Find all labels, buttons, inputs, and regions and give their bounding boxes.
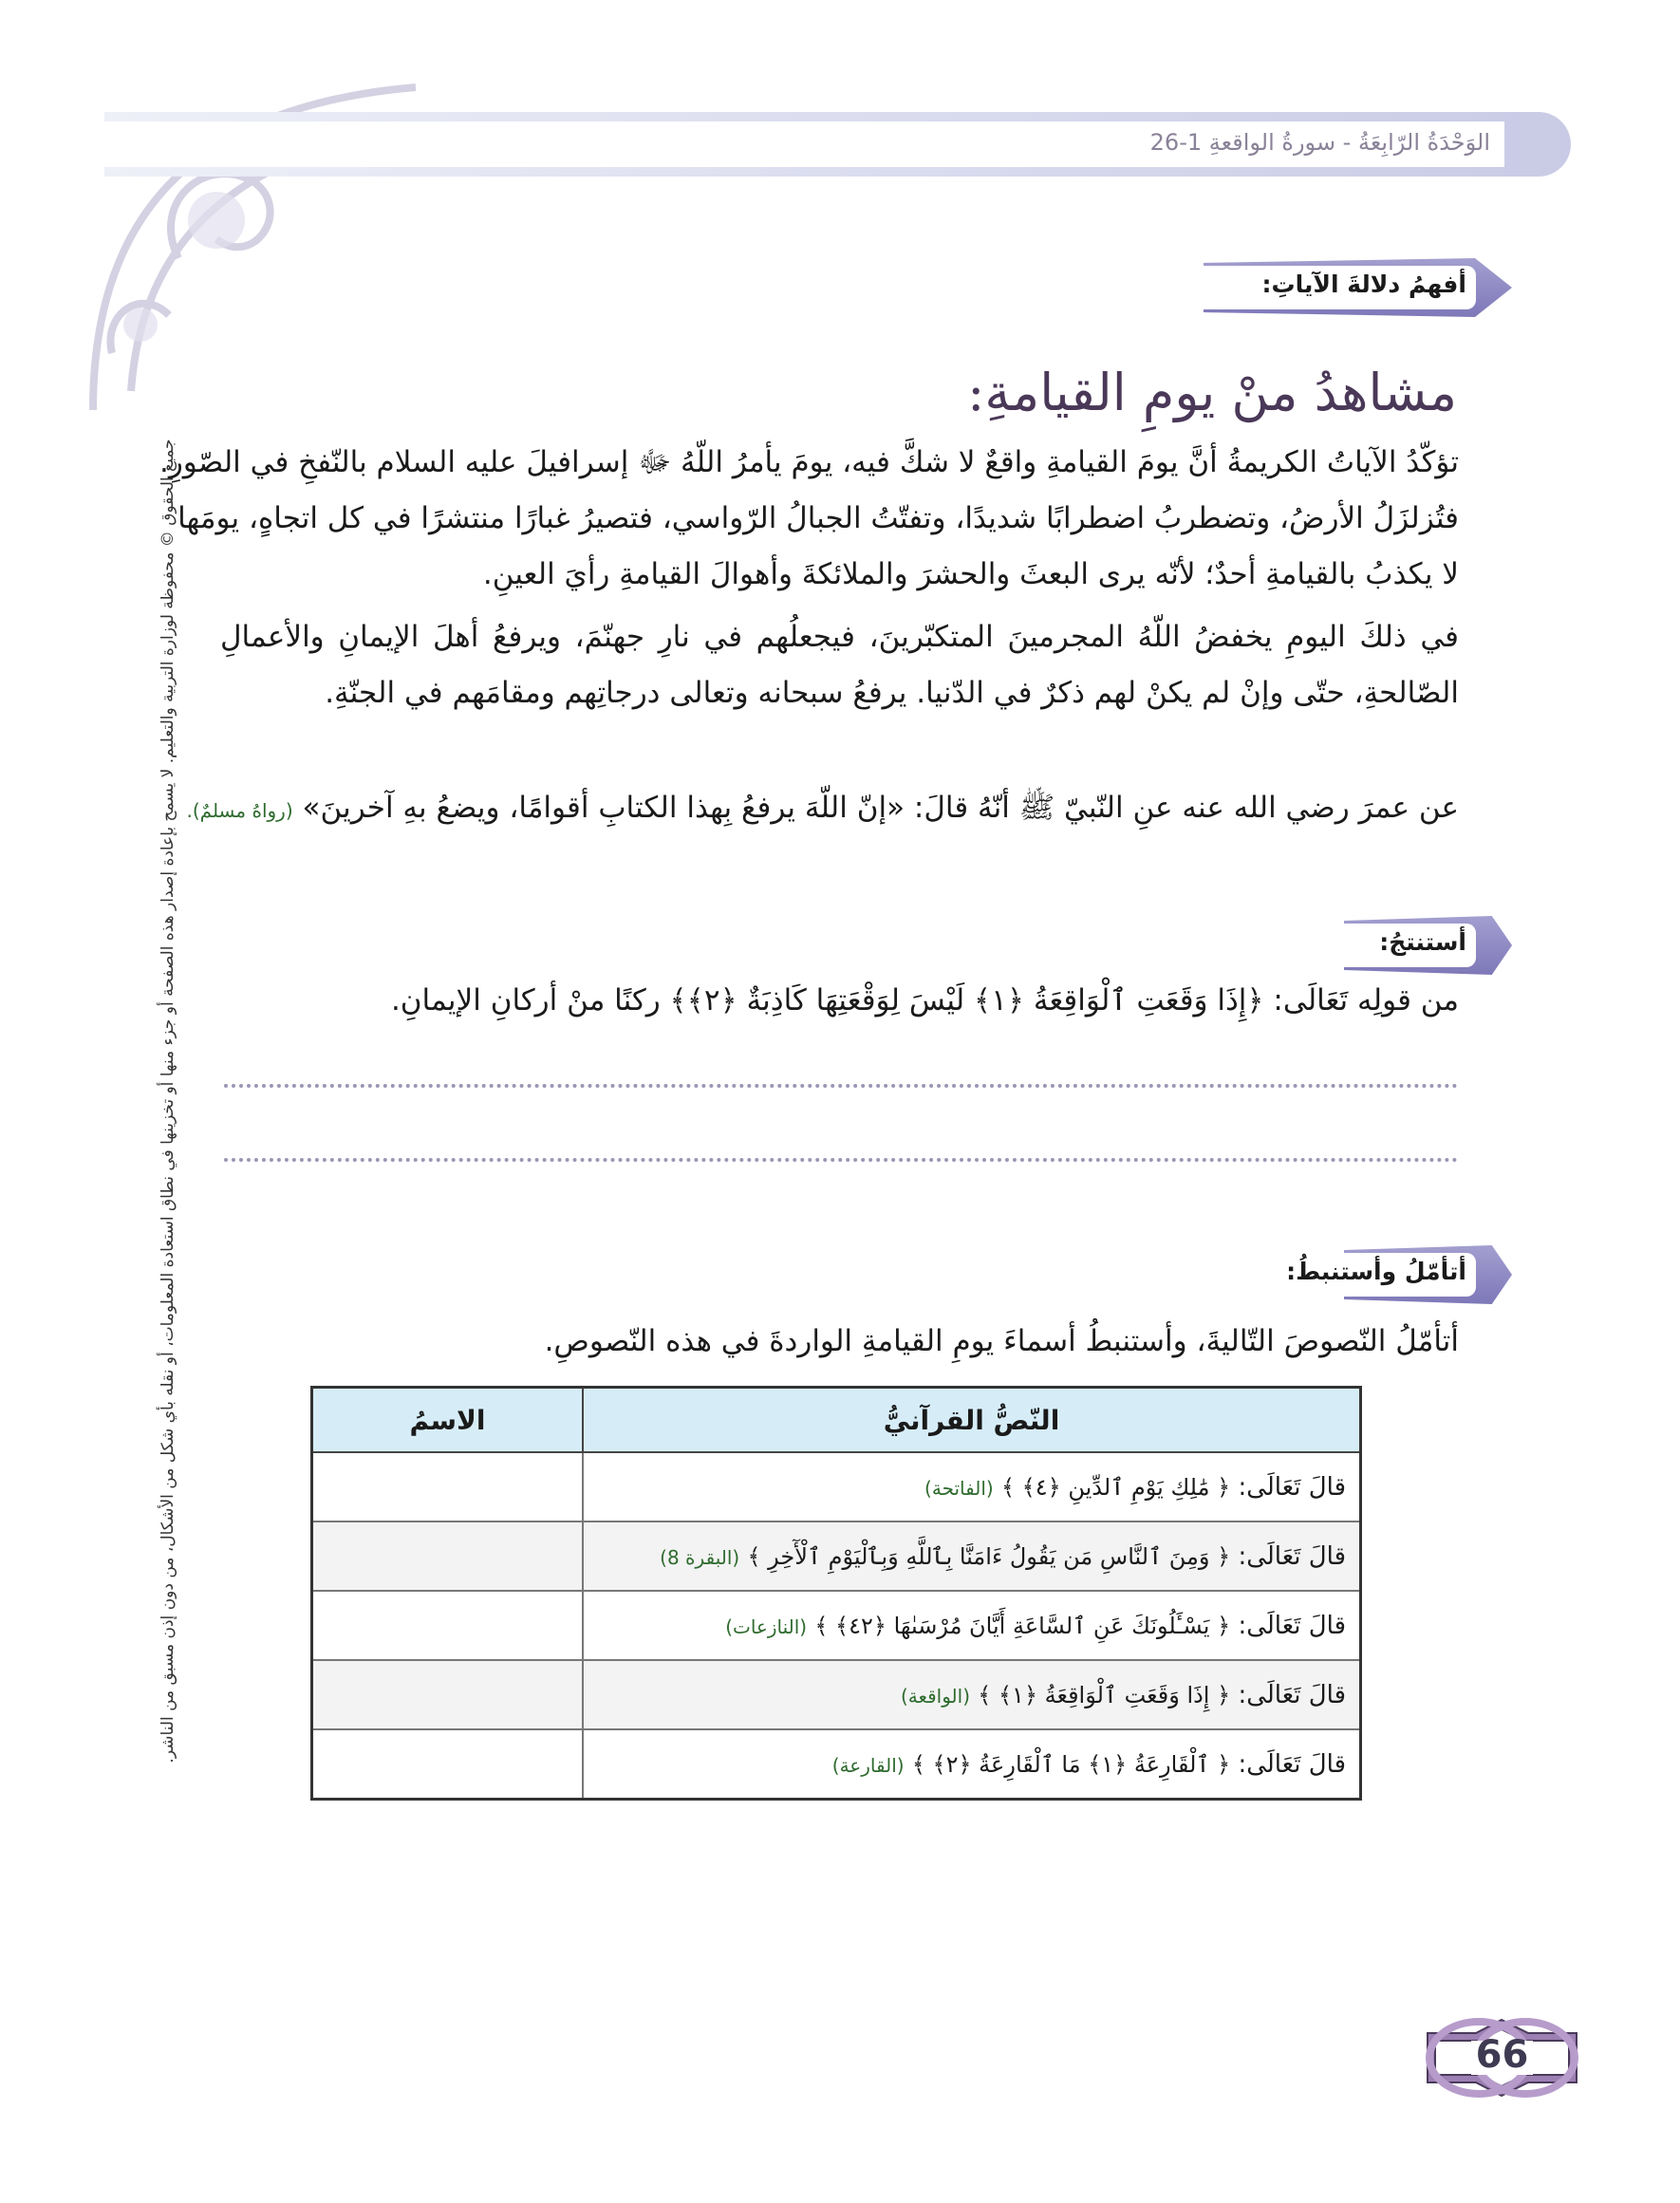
verse-intro: قالَ تَعَالَى: xyxy=(1238,1749,1346,1779)
section-label-reflect xyxy=(1286,1245,1512,1304)
name-answer-cell[interactable] xyxy=(312,1522,584,1591)
verse-text: ﴿ ٱلْقَارِعَةُ ﴿١﴾ مَا ٱلْقَارِعَةُ ﴿٢﴾ ﴾ xyxy=(911,1750,1231,1778)
verse-intro: قالَ تَعَالَى: xyxy=(1238,1680,1346,1709)
surah-reference: (القارعة) xyxy=(831,1753,905,1777)
paragraph-line: تؤكّدُ الآياتُ الكريمةُ أنَّ يومَ القيامةِ واقعٌ لا شكَّ فيه، يومَ يأمرُ اللّهُ ﷻ إسرافيلَ عليه السلام بالنّفخِ في الصّورِ. xyxy=(159,445,1459,479)
paragraph-line: في ذلكَ اليومِ يخفضُ اللّهُ المجرمينَ المتكبّرينَ، فيجعلُهم في نارِ جهنّمَ، ويرفعُ أهلَ الإيمانِ والأعمالِ xyxy=(220,620,1459,654)
quranic-text-cell xyxy=(583,1729,1361,1800)
quranic-text-cell xyxy=(583,1660,1361,1729)
unit-header-bar xyxy=(104,112,1571,177)
surah-reference: (الفاتحة) xyxy=(924,1476,994,1500)
table-header-row xyxy=(312,1388,1361,1453)
unit-title: الوَحْدَةُ الرّابِعَةُ - سورةُ الواقعةِ 1-26 xyxy=(1149,129,1490,156)
page-title: مشاهدُ منْ يومِ القيامةِ: xyxy=(967,363,1457,422)
answer-line-2[interactable] xyxy=(224,1158,1458,1162)
name-answer-cell[interactable] xyxy=(312,1452,584,1522)
table-row xyxy=(312,1591,1361,1660)
intro-paragraph xyxy=(159,435,1459,603)
page-number-badge xyxy=(1424,2014,1580,2101)
section-label-understand xyxy=(1204,258,1512,317)
header-quranic-text: النّصُّ القرآنيُّ xyxy=(583,1388,1361,1453)
section-label-text: أستنتجُ: xyxy=(1379,928,1466,956)
copyright-notice: جميع الحقوق © محفوظة لوزارة التربية والتعليم. لا يسمح بإعادة إصدار هذه الصفحة أو جزء منها أو تخزينها في نطاق استعادة المعلومات، أو نقله بأي شكل من الأشكال، من دون إذن مسبق من الناشر. xyxy=(159,439,177,1764)
name-answer-cell[interactable] xyxy=(312,1660,584,1729)
verse-text: ﴿ وَمِنَ ٱلنَّاسِ مَن يَقُولُ ءَامَنَّا بِٱللَّهِ وَبِٱلْيَوْمِ ٱلْأٓخِرِ ﴾ xyxy=(747,1542,1231,1570)
surah-reference: (الواقعة) xyxy=(900,1684,971,1708)
conclude-prompt: من قولِه تَعَالَى: ﴿إِذَا وَقَعَتِ ٱلْوَاقِعَةُ ﴿١﴾ لَيْسَ لِوَقْعَتِهَا كَاذِبَةٌ ﴿٢﴾﴾ ركنًا منْ أركانِ الإيمانِ. xyxy=(390,983,1459,1017)
verse-intro: قالَ تَعَالَى: xyxy=(1238,1611,1346,1640)
hadith-quote: عن عمرَ رضي الله عنه عنِ النّبيّ ﷺ أنّهُ قالَ: «إنّ اللّهَ يرفعُ بِهذا الكتابِ أقوامًا، ويضعُ بهِ آخرينَ» xyxy=(302,791,1459,825)
hadith-source: (رواهُ مسلمٌ). xyxy=(186,799,293,822)
verse-intro: قالَ تَعَالَى: xyxy=(1238,1472,1346,1502)
name-answer-cell[interactable] xyxy=(312,1591,584,1660)
quranic-text-cell xyxy=(583,1452,1361,1522)
verse-text: ﴿ مَٰلِكِ يَوْمِ ٱلدِّينِ ﴿٤﴾ ﴾ xyxy=(1000,1473,1231,1501)
hadith-text xyxy=(186,790,1459,832)
paragraph-line: الصّالحةِ، حتّى وإنْ لم يكنْ لهم ذكرٌ في الدّنيا. يرفعُ سبحانه وتعالى درجاتِهم ومقامَهم في الجنّةِ. xyxy=(325,676,1459,710)
section-label-text: أتأمّلُ وأستنبطُ: xyxy=(1286,1258,1466,1285)
verse-text: ﴿ يَسْـَٔلُونَكَ عَنِ ٱلسَّاعَةِ أَيَّانَ مُرْسَىٰهَا ﴿٤٢﴾ ﴾ xyxy=(814,1612,1231,1639)
header-name: الاسمُ xyxy=(312,1388,584,1453)
answer-line-1[interactable] xyxy=(224,1084,1458,1088)
verse-intro: قالَ تَعَالَى: xyxy=(1238,1541,1346,1571)
reflect-instruction: أتأمّلُ النّصوصَ التّاليةَ، وأستنبطُ أسماءَ يومِ القيامةِ الواردةَ في هذه النّصوصِ. xyxy=(544,1324,1459,1358)
page-number: 66 xyxy=(1475,2033,1529,2077)
section-label-text: أفهمُ دلالةَ الآياتِ: xyxy=(1261,271,1466,298)
table-row xyxy=(312,1452,1361,1522)
quranic-text-cell xyxy=(583,1591,1361,1660)
table-row xyxy=(312,1660,1361,1729)
verse-text: ﴿ إِذَا وَقَعَتِ ٱلْوَاقِعَةُ ﴿١﴾ ﴾ xyxy=(978,1681,1231,1708)
paragraph-line: فتُزلزَلُ الأرضُ، وتضطربُ اضطرابًا شديدًا، وتفتّتُ الجبالُ الرّواسي، فتصيرُ غبارًا منتشرًا في كل اتجاهٍ، يومَها xyxy=(177,501,1459,535)
verses-table xyxy=(310,1386,1362,1801)
table-row xyxy=(312,1729,1361,1800)
second-paragraph xyxy=(220,609,1459,721)
name-answer-cell[interactable] xyxy=(312,1729,584,1800)
surah-reference: (البقرة 8) xyxy=(660,1545,740,1569)
table-row xyxy=(312,1522,1361,1591)
section-label-conclude xyxy=(1344,916,1512,975)
surah-reference: (النازعات) xyxy=(725,1615,808,1638)
paragraph-line: لا يكذبُ بالقيامةِ أحدٌ؛ لأنّه يرى البعثَ والحشرَ والملائكةَ وأهوالَ القيامةِ رأيَ العينِ. xyxy=(482,557,1459,591)
quranic-text-cell xyxy=(583,1522,1361,1591)
